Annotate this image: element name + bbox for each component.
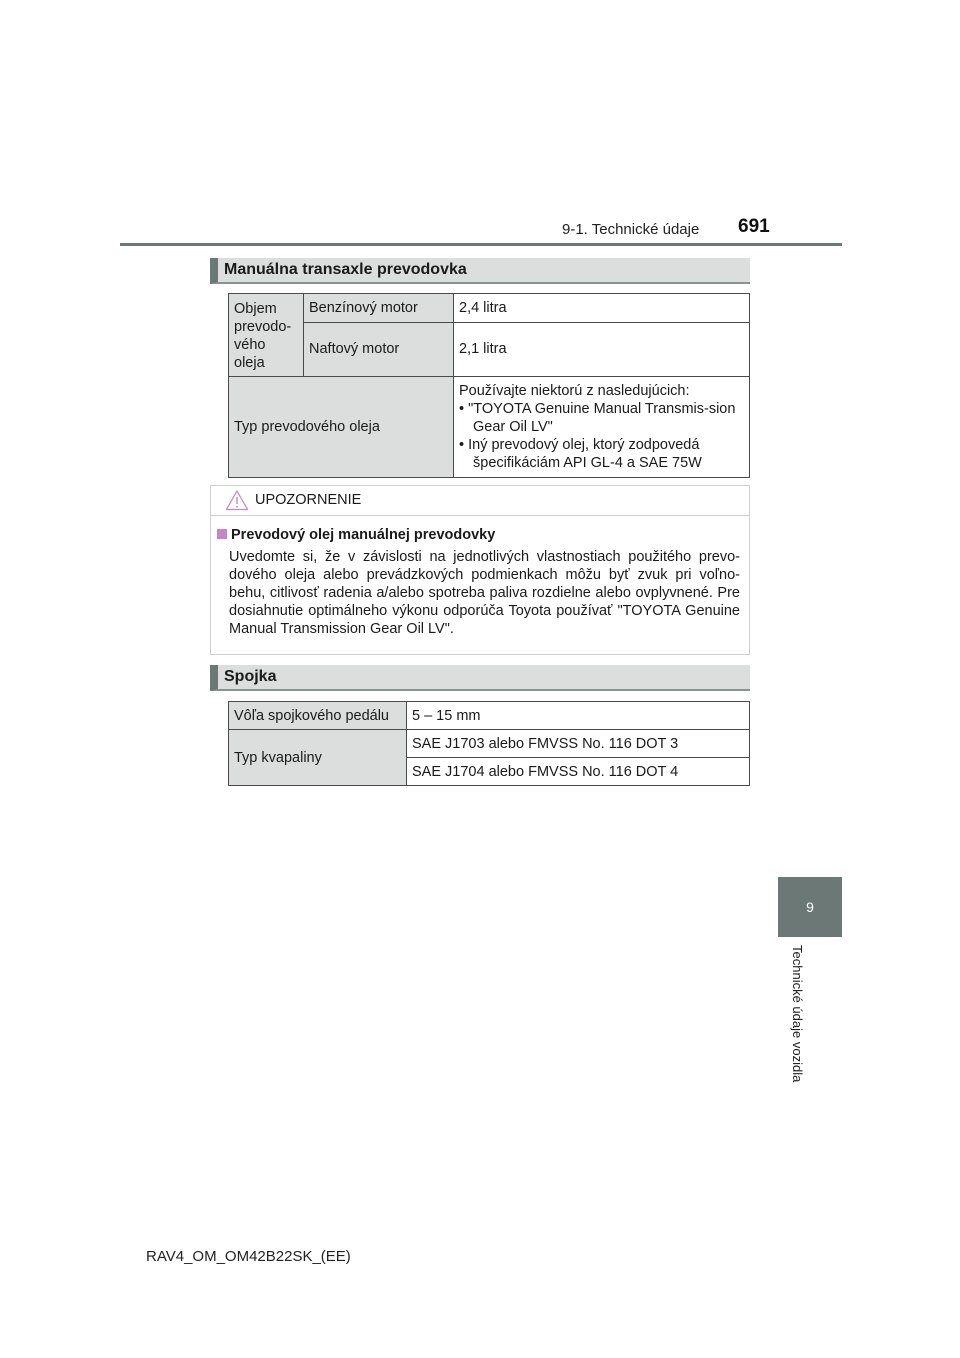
caution-title: UPOZORNENIE: [255, 492, 362, 508]
running-header: 9-1. Technické údaje: [562, 221, 700, 238]
table-row: [229, 377, 750, 478]
caution-subtitle-text: Prevodový olej manuálnej prevodovky: [231, 527, 496, 543]
caution-box: [210, 485, 750, 655]
caution-body: Uvedomte si, že v závislosti na jednotlivých vlastnostiach použitého prevo-dového oleja alebo prevádzkových podmienkach môžu byť zvuk pri voľno-behu, citlivosť radenia a/alebo spotreba paliva rozdielne alebo ovplyvnené. Pre dosiahnutie optimálneho výkonu odporúča Toyota používať "TOYOTA Genuine Manual Transmission Gear Oil LV".: [229, 549, 740, 637]
pedal-label: Vôľa spojkového pedálu: [229, 702, 407, 730]
capacity-petrol: 2,4 litra: [454, 294, 750, 323]
list-item: • "TOYOTA Genuine Manual Transmis-sion Gear Oil LV": [459, 401, 736, 435]
table-row: [229, 702, 750, 730]
transmission-spec-table: [228, 293, 750, 478]
chapter-tab: 9: [778, 877, 842, 937]
list-item: • Iný prevodový olej, ktorý zodpovedá špecifikáciám API GL-4 a SAE 75W: [459, 437, 702, 471]
table-row: [229, 294, 750, 323]
section-heading-transmission: Manuálna transaxle prevodovka: [210, 258, 750, 284]
capacity-label: Objem prevodo-vého oleja: [229, 294, 304, 377]
table-row: [229, 730, 750, 758]
pedal-value: 5 – 15 mm: [407, 702, 750, 730]
fluid-value-dot4: SAE J1704 alebo FMVSS No. 116 DOT 4: [407, 758, 750, 786]
warning-triangle-icon: [225, 489, 249, 511]
caution-subtitle: [217, 527, 495, 543]
engine-petrol: Benzínový motor: [304, 294, 454, 323]
header-rule: [120, 243, 842, 246]
capacity-diesel: 2,1 litra: [454, 322, 750, 376]
page-number: 691: [738, 216, 770, 237]
caution-header: [211, 486, 749, 516]
engine-diesel: Naftový motor: [304, 322, 454, 376]
oil-type-cell: [454, 377, 750, 478]
table-row: [229, 322, 750, 376]
section-heading-clutch: Spojka: [210, 665, 750, 691]
oil-type-list: [459, 400, 744, 472]
clutch-spec-table: [228, 701, 750, 786]
bullet-square-icon: [217, 529, 227, 539]
oil-type-intro: Používajte niektorú z nasledujúcich:: [459, 383, 690, 399]
oil-type-label: Typ prevodového oleja: [229, 377, 454, 478]
chapter-label: Technické údaje vozidla: [790, 945, 805, 1083]
fluid-value-dot3: SAE J1703 alebo FMVSS No. 116 DOT 3: [407, 730, 750, 758]
document-code: RAV4_OM_OM42B22SK_(EE): [146, 1248, 351, 1265]
fluid-label: Typ kvapaliny: [229, 730, 407, 786]
